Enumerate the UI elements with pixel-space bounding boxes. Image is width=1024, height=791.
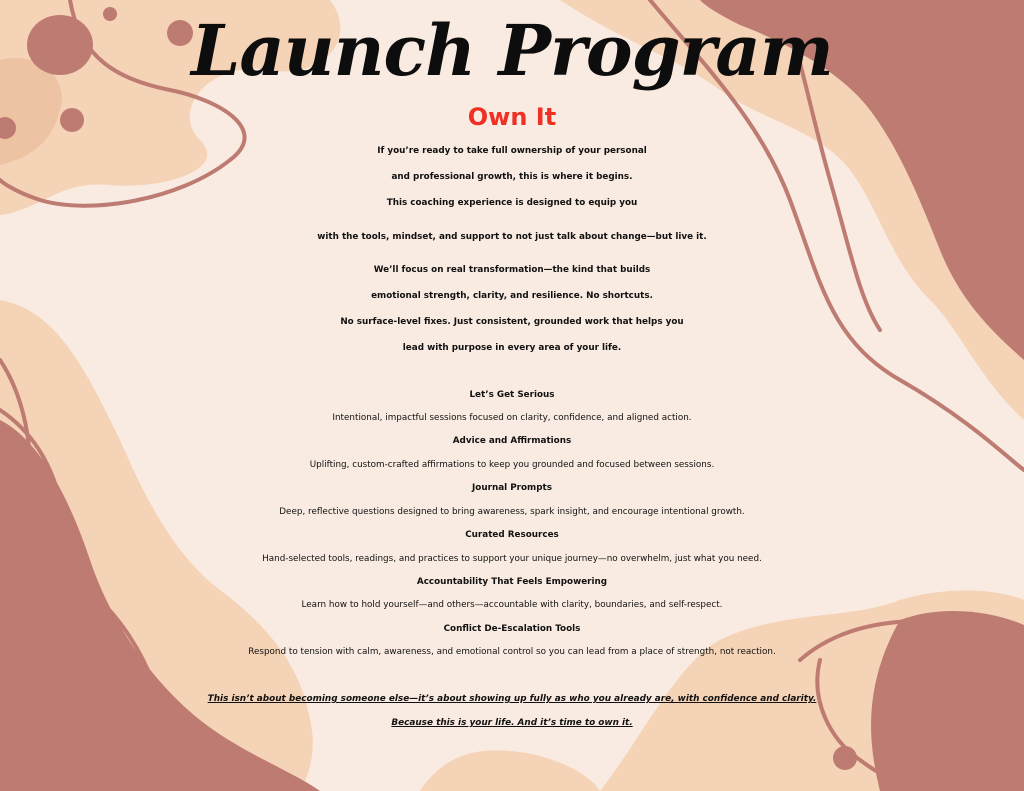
feature-heading: Advice and Affirmations — [452, 436, 572, 446]
feature-text: Learn how to hold yourself—and others—accountable with clarity, boundaries, and self-respect. — [301, 600, 723, 610]
closing-line: This isn’t about becoming someone else—it’s about showing up fully as who you already are, with confidence and clarity. — [207, 694, 817, 704]
feature-heading: Curated Resources — [465, 530, 559, 540]
intro-line: and professional growth, this is where it begins. — [391, 172, 633, 182]
intro-line: No surface-level fixes. Just consistent, grounded work that helps you — [340, 317, 684, 327]
feature-text: Uplifting, custom-crafted affirmations to keep you grounded and focused between sessions. — [309, 460, 715, 470]
feature-heading: Conflict De-Escalation Tools — [443, 624, 581, 634]
intro-line: lead with purpose in every area of your life. — [402, 343, 622, 353]
intro-line: We’ll focus on real transformation—the kind that builds — [373, 265, 651, 275]
intro-line: with the tools, mindset, and support to not just talk about change—but live it. — [317, 232, 707, 242]
intro-line: If you’re ready to take full ownership of your personal — [377, 146, 647, 156]
feature-heading: Let’s Get Serious — [469, 390, 555, 400]
feature-text: Respond to tension with calm, awareness, and emotional control so you can lead from a place of strength, not reaction. — [248, 647, 776, 657]
feature-text: Hand-selected tools, readings, and practices to support your unique journey—no overwhelm, just what you need. — [262, 554, 762, 564]
feature-heading: Journal Prompts — [472, 483, 552, 493]
intro-line: emotional strength, clarity, and resilience. No shortcuts. — [371, 291, 653, 301]
page-subtitle: Own It — [467, 103, 557, 131]
page-title: Launch Program — [191, 9, 833, 92]
feature-heading: Accountability That Feels Empowering — [416, 577, 608, 587]
closing-statement — [0, 687, 1024, 735]
feature-text: Intentional, impactful sessions focused on clarity, confidence, and aligned action. — [332, 413, 692, 423]
closing-line: Because this is your life. And it’s time to own it. — [391, 718, 633, 728]
feature-text: Deep, reflective questions designed to bring awareness, spark insight, and encourage intentional growth. — [279, 507, 745, 517]
intro-line: This coaching experience is designed to equip you — [386, 198, 638, 208]
